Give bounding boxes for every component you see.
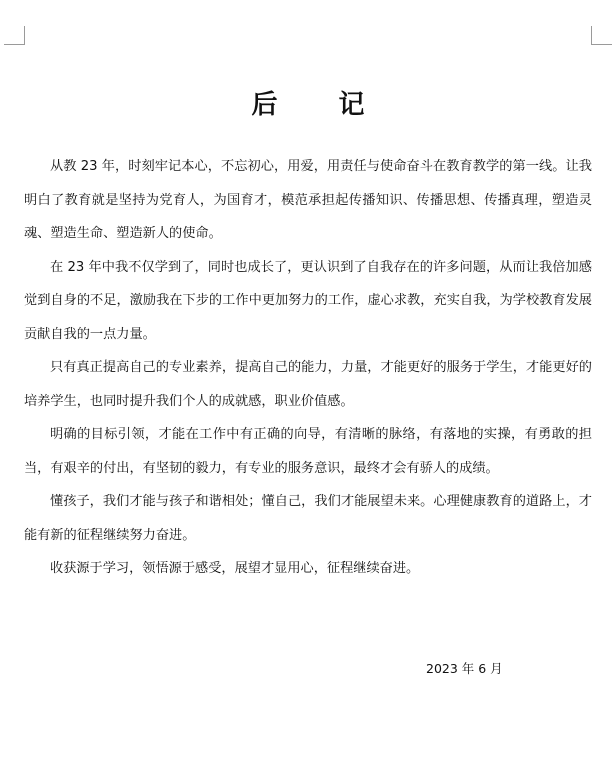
page-title: 后 记 bbox=[251, 90, 391, 120]
paragraph-5: 懂孩子，我们才能与孩子和谐相处；懂自己，我们才能展望未来。心理健康教育的道路上，才能有新的征程继续努力奋进。 bbox=[24, 494, 592, 543]
document-body bbox=[24, 150, 592, 586]
paragraph-2: 在 23 年中我不仅学到了，同时也成长了，更认识到了自我存在的许多问题，从而让我倍加感觉到自身的不足，激励我在下步的工作中更加努力的工作，虚心求教，充实自我，为学校教育发展贡献自我的一点力量。 bbox=[24, 259, 592, 342]
crop-mark-top-left bbox=[4, 26, 25, 45]
paragraph-6: 收获源于学习，领悟源于感受，展望才显用心，征程继续奋进。 bbox=[50, 561, 420, 576]
document-date: 2023 年 6 月 bbox=[426, 661, 503, 676]
crop-mark-top-right bbox=[591, 26, 612, 45]
paragraph-3: 只有真正提高自己的专业素养，提高自己的能力，力量，才能更好的服务于学生，才能更好的培养学生，也同时提升我们个人的成就感，职业价值感。 bbox=[24, 360, 592, 409]
paragraph-1: 从教 23 年，时刻牢记本心，不忘初心，用爱，用责任与使命奋斗在教育教学的第一线。让我明白了教育就是坚持为党育人，为国育才，模范承担起传播知识、传播思想、传播真理，塑造灵魂、塑造生命、塑造新人的使命。 bbox=[24, 159, 592, 241]
paragraph-4: 明确的目标引领，才能在工作中有正确的向导，有清晰的脉络，有落地的实操，有勇敢的担当，有艰辛的付出，有坚韧的毅力，有专业的服务意识，最终才会有骄人的成绩。 bbox=[24, 427, 592, 476]
